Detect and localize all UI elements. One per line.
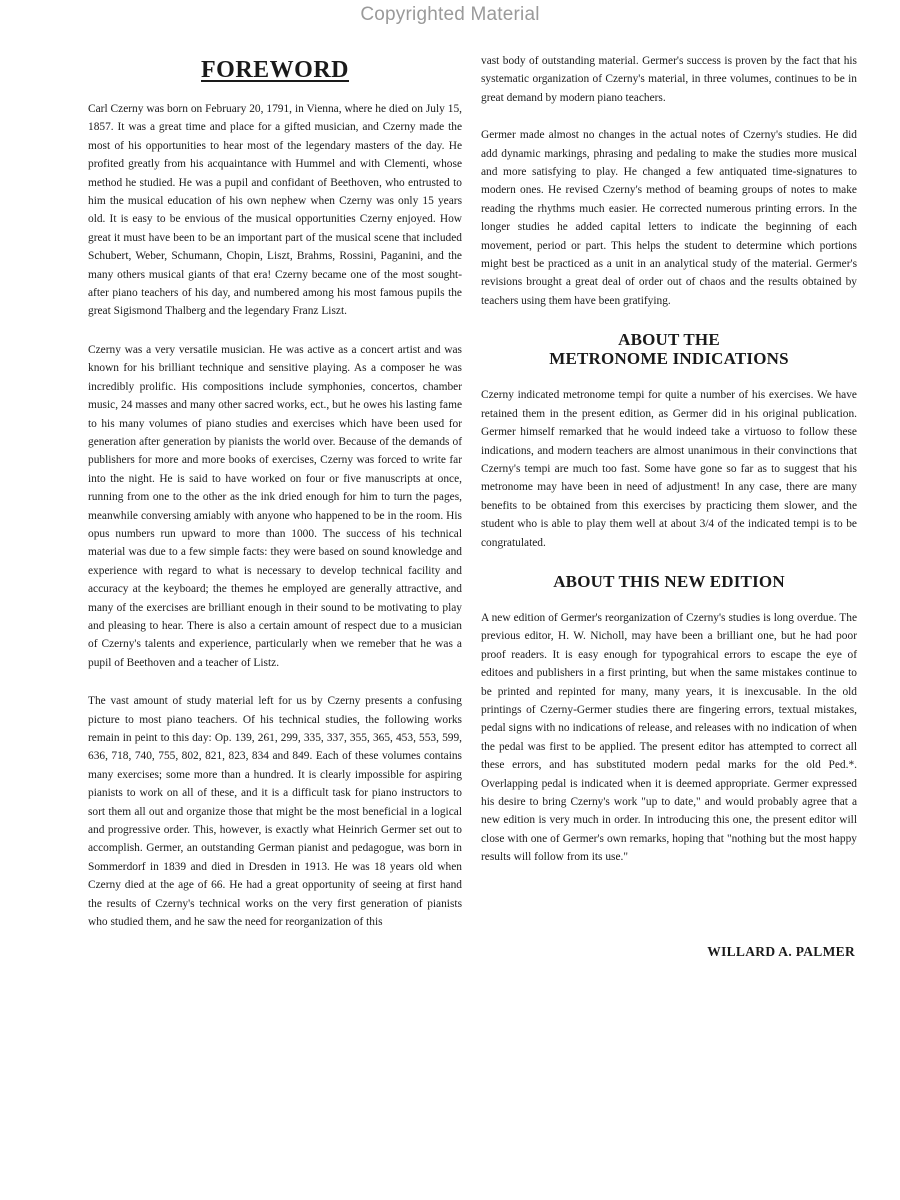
- right-column: [481, 52, 857, 961]
- new-edition-paragraph: A new edition of Germer's reorganization of Czerny's studies is long overdue. The previous editor, H. W. Nicholl, may have been a brilliant one, but he had poor proof readers. It is easy enough for typograhical errors to escape the eye of editoes and publishers in a first printing, but when the same mistakes continue to be printed and repinted for many, many years, it is inexcusable. In the old printings of Czerny-Germer studies there are fingering errors, textual mistakes, pedal signs with no indications of release, and releases with no indication of when the pedal was first to be applied. The present editor has attempted to correct all these errors, and has substituted modern pedal marks for the old Ped.*. Overlapping pedal is indicated when it is deemed appropriate. Germer expressed his desire to bring Czerny's work "up to date," and would probably agree that a new edition is very much in order. In introducing this one, the present editor will close with one of Germer's own remarks, hoping that "nothing but the most happy results will follow from its use.": [481, 611, 857, 864]
- new-edition-heading: ABOUT THIS NEW EDITION: [553, 571, 785, 591]
- foreword-paragraph-3: The vast amount of study material left for us by Czerny presents a confusing picture to most piano teachers. Of his technical studies, the following works remain in peint to this day: Op. 139, 261, 299, 335, 337, 355, 365, 453, 553, 599, 636, 718, 740, 755, 802, 821, 823, 834 and 849. Each of these volumes contains many exercises; some more than a hundred. It is clearly impossible for aspiring pianists to work on all of these, and it is a difficult task for piano instructors to sort them all out and organize those that might be the most beneficial in a logical and progressive order. This, however, is exactly what Heinrich Germer set out to accomplish. Germer, an outstanding German pianist and pedagogue, was born in Sommerdorf in 1839 and died in Dresden in 1913. He was 18 years old when Czerny died at the age of 66. He had a great opportunity of seeing at first hand the results of Czerny's technical works on the very first generation of pianists who studied them, and he saw the need for reorganization of this: [88, 695, 462, 929]
- metronome-paragraph: Czerny indicated metronome tempi for quite a number of his exercises. We have retained them in the present edition, as Germer did in his original publication. Germer himself remarked that he would indeed take a virtuoso to follow these indications, and modern teachers are almost unanimous in their convinctions that Czerny's tempi are much too fast. Some have gone so far as to suggest that his metronome may have been in need of adjustment! In any case, there are many benefits to be obtained from this exercises by practicing them slower, and the student who is able to play them well at about 3/4 of the indicated tempi is to be congratulated.: [481, 389, 857, 549]
- left-column: [88, 56, 462, 931]
- author-signature: WILLARD A. PALMER: [707, 943, 855, 959]
- foreword-paragraph-2: Czerny was a very versatile musician. He was active as a concert artist and was known for his brilliant technique and sensitive playing. As a composer he was incredibly prolific. His compositions include symphonies, concertos, chamber music, 24 masses and many other sacred works, ect., but he owes his lasting fame to his many volumes of piano studies and exercises which have been used for generation after generation by pianists the world over. Because of the demands of publishers for more and more books of exercises, Czerny was forced to write far into the night. He is said to have worked on four or five manuscripts at once, running from one to the other as the ink dried enough for him to turn the pages, meanwhile conversing amiably with anyone who happened to be in the room. His opus numbers run upward to more than 1000. The success of his technical material was due to a few simple facts: they were based on sound knowledge and experience with regard to what is necessary to develop technical facility and accuracy at the keyboard; the themes he employed are generally attractive, and many of the exercises are brilliant enough in their sound to be motivating to play and pleasing to hear. There is also a certain amount of respect due to a musician of Czerny's talents and experience, particularly when we remeber that he was a pupil of Beethoven and a teacher of Listz.: [88, 343, 462, 669]
- metronome-heading-line-2: METRONOME INDICATIONS: [549, 349, 789, 369]
- continued-paragraph: vast body of outstanding material. Germer's success is proven by the fact that his systematic organization of Czerny's material, in three volumes, continues to be in great demand by modern piano teachers.: [481, 55, 857, 104]
- page-title: FOREWORD: [201, 57, 349, 83]
- foreword-paragraph-1: Carl Czerny was born on February 20, 1791, in Vienna, where he died on July 15, 1857. It was a great time and place for a gifted musician, and Czerny made the most of his opportunities to hear most of the legendary masters of the day. He profited greatly from his acquaintance with Hummel and with Clementi, whose method he studied. He was a pupil and confidant of Beethoven, who entrusted to him the musical education of his own nephew when Czerny was only 15 years old. It is easy to be envious of the musical opportunities Czerny enjoyed. How great it must have been to be an important part of the musical scene that included Schubert, Weber, Schumann, Chopin, Liszt, Brahms, Rossini, Paganini, and the many others musical giants of that era! Czerny became one of the most sought-after piano teachers of his day, and numbered among his most famous pupils the great Sigismond Thalberg and the legendary Franz Liszt.: [88, 103, 462, 318]
- metronome-heading-line-1: ABOUT THE: [618, 330, 720, 350]
- germer-changes-paragraph: Germer made almost no changes in the actual notes of Czerny's studies. He did add dynamic markings, phrasing and pedaling to make the studies more musical and more satisfying to play. He changed a few antiquated time-signatures to modern ones. He revised Czerny's method of beaming groups of notes to make reading the rhythms much easier. He corrected numerous printing errors. In the longer studies he added capital letters to indicate the beginning of each movement, period or part. This helps the student to determine which portions might best be practiced as a unit in an analytical study of the material. Germer's revisions brought a great deal of order out of chaos and the results obtained by teachers using them have been gratifying.: [481, 129, 857, 307]
- metronome-heading: [481, 330, 857, 368]
- copyright-watermark: Copyrighted Material: [360, 4, 540, 25]
